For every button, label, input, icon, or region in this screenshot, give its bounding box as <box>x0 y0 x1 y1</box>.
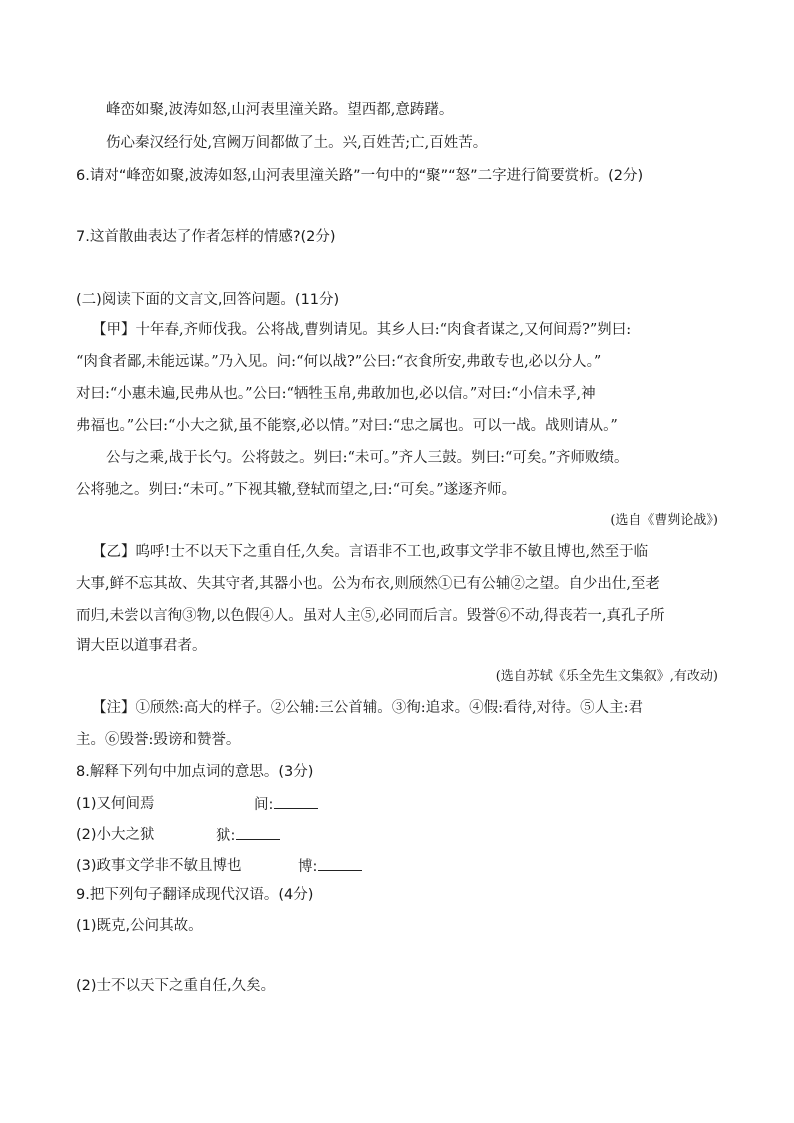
question-8-item-2-sentence: (2)小大之狱 <box>76 827 155 843</box>
question-8-title: 8.解释下列句中加点词的意思。(3分) <box>76 764 314 780</box>
passage-jia-line-2: “肉食者鄙,未能远谋。”乃入见。问:“何以战?”公曰:“衣食所安,弗敢专也,必以分人。” <box>76 354 602 370</box>
question-6: 6.请对“峰峦如聚,波涛如怒,山河表里潼关路”一句中的“聚”“怒”二字进行简要赏析。(2分) <box>76 168 644 184</box>
question-8-item-2-answer <box>216 825 280 846</box>
question-8-item-3-word: 博: <box>298 859 318 875</box>
question-8-item-2 <box>76 825 155 845</box>
question-9-title: 9.把下列句子翻译成现代汉语。(4分) <box>76 887 314 903</box>
passage-yi-line-3: 而归,未尝以言徇③物,以色假④人。虽对人主⑤,必同而后言。毁誉⑥不动,得丧若一,真孔子所 <box>76 608 665 624</box>
passage-jia-line-3: 对曰:“小惠未遍,民弗从也。”公曰:“牺牲玉帛,弗敢加也,必以信。”对曰:“小信未孚,神 <box>76 386 596 402</box>
answer-blank[interactable] <box>318 856 362 871</box>
poem-line-2: 伤心秦汉经行处,宫阙万间都做了土。兴,百姓苦;亡,百姓苦。 <box>106 135 488 151</box>
passage-jia-source: (选自《曹刿论战》) <box>610 513 718 528</box>
passage-yi-line-1: 【乙】呜呼!士不以天下之重自任,久矣。言语非不工也,政事文学非不敏且博也,然至于临 <box>92 544 649 560</box>
question-8-item-1-word: 间: <box>254 797 274 813</box>
question-9-item-2: (2)士不以天下之重自任,久矣。 <box>76 978 276 994</box>
question-8-item-3 <box>76 856 242 876</box>
answer-blank[interactable] <box>274 794 318 809</box>
question-8-item-2-word: 狱: <box>216 828 236 844</box>
question-8-item-1-sentence: (1)又何间焉 <box>76 796 155 812</box>
passage-yi-line-4: 谓大臣以道事君者。 <box>76 638 207 654</box>
passage-jia-line-1: 【甲】十年春,齐师伐我。公将战,曹刿请见。其乡人曰:“肉食者谋之,又何间焉?”刿曰: <box>92 322 632 338</box>
section-2-title: (二)阅读下面的文言文,回答问题。(11分) <box>76 292 340 308</box>
passage-yi-line-2: 大事,鲜不忘其故、失其守者,其器小也。公为布衣,则颀然①已有公辅②之望。自少出仕,至老 <box>76 576 660 592</box>
question-7: 7.这首散曲表达了作者怎样的情感?(2分) <box>76 229 336 245</box>
passage-yi-source: (选自苏轼《乐全先生文集叙》,有改动) <box>495 669 718 684</box>
notes-line-2: 主。⑥毁誉:毁谤和赞誉。 <box>76 732 241 748</box>
question-9-item-1: (1)既克,公问其故。 <box>76 918 203 934</box>
notes-line-1: 【注】①颀然:高大的样子。②公辅:三公首辅。③徇:追求。④假:看待,对待。⑤人主:君 <box>92 700 644 716</box>
passage-jia-line-5: 公与之乘,战于长勺。公将鼓之。刿曰:“未可。”齐人三鼓。刿曰:“可矣。”齐师败绩。 <box>106 450 629 466</box>
question-8-item-1-answer <box>254 794 318 815</box>
poem-line-1: 峰峦如聚,波涛如怒,山河表里潼关路。望西都,意踌躇。 <box>106 102 454 118</box>
passage-jia-line-6: 公将驰之。刿曰:“未可。”下视其辙,登轼而望之,曰:“可矣。”遂逐齐师。 <box>76 482 517 498</box>
question-8-item-3-sentence: (3)政事文学非不敏且博也 <box>76 858 242 874</box>
question-8-item-1 <box>76 794 155 814</box>
question-8-item-3-answer <box>298 856 362 877</box>
passage-jia-line-4: 弗福也。”公曰:“小大之狱,虽不能察,必以情。”对曰:“忠之属也。可以一战。战则请从。” <box>76 418 618 434</box>
answer-blank[interactable] <box>236 825 280 840</box>
